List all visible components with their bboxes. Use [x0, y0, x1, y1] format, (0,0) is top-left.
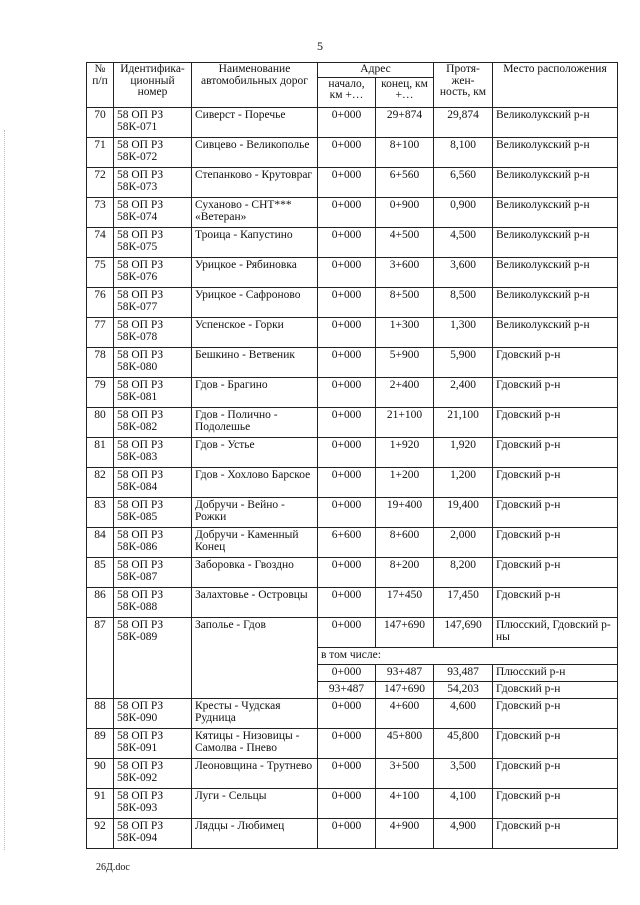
row-number: 78 — [87, 347, 114, 377]
road-location: Великолукский р-н — [493, 197, 618, 227]
address-start: 0+000 — [318, 197, 376, 227]
road-id: 58 ОП РЗ 58К-086 — [114, 527, 192, 557]
address-end: 3+600 — [376, 257, 434, 287]
row-number: 73 — [87, 197, 114, 227]
header-ident: Идентифика-ционный номер — [114, 63, 192, 108]
road-id: 58 ОП РЗ 58К-087 — [114, 557, 192, 587]
road-id: 58 ОП РЗ 58К-072 — [114, 137, 192, 167]
road-length: 2,000 — [434, 527, 493, 557]
table-row — [87, 287, 618, 317]
address-end: 3+500 — [376, 758, 434, 788]
road-name: Гдов - Хохлово Барское — [192, 467, 318, 497]
address-start: 0+000 — [318, 617, 376, 647]
road-length: 2,400 — [434, 377, 493, 407]
road-location: Гдовский р-н — [493, 758, 618, 788]
road-id: 58 ОП РЗ 58К-092 — [114, 758, 192, 788]
address-end: 1+200 — [376, 467, 434, 497]
address-end: 5+900 — [376, 347, 434, 377]
address-start: 0+000 — [318, 467, 376, 497]
address-start: 0+000 — [318, 167, 376, 197]
roads-table — [86, 62, 618, 849]
table-row — [87, 788, 618, 818]
road-id: 58 ОП РЗ 58К-074 — [114, 197, 192, 227]
address-end: 45+800 — [376, 728, 434, 758]
road-id: 58 ОП РЗ 58К-076 — [114, 257, 192, 287]
address-end: 21+100 — [376, 407, 434, 437]
road-location: Гдовский р-н — [493, 728, 618, 758]
table-row — [87, 758, 618, 788]
header-end: конец, км +… — [376, 77, 434, 107]
header-start: начало, км +… — [318, 77, 376, 107]
table-row — [87, 437, 618, 467]
address-start: 0+000 — [318, 497, 376, 527]
row-number: 90 — [87, 758, 114, 788]
road-location: Великолукский р-н — [493, 257, 618, 287]
road-length: 4,500 — [434, 227, 493, 257]
road-location: Плюсский р-н — [493, 664, 618, 681]
table-row — [87, 317, 618, 347]
address-start: 0+000 — [318, 377, 376, 407]
subsection-label: в том числе: — [318, 647, 618, 664]
address-start: 0+000 — [318, 317, 376, 347]
table-row — [87, 497, 618, 527]
road-length: 1,300 — [434, 317, 493, 347]
road-name: Гдов - Брагино — [192, 377, 318, 407]
address-start: 0+000 — [318, 698, 376, 728]
road-id: 58 ОП РЗ 58К-093 — [114, 788, 192, 818]
road-location: Гдовский р-н — [493, 467, 618, 497]
header-name: Наименование автомобильных дорог — [192, 63, 318, 108]
address-start: 0+000 — [318, 788, 376, 818]
road-name: Урицкое - Сафроново — [192, 287, 318, 317]
road-id: 58 ОП РЗ 58К-077 — [114, 287, 192, 317]
address-end: 8+200 — [376, 557, 434, 587]
road-length: 147,690 — [434, 617, 493, 647]
road-location: Великолукский р-н — [493, 227, 618, 257]
address-start: 0+000 — [318, 257, 376, 287]
road-location: Великолукский р-н — [493, 107, 618, 137]
road-name: Суханово - СНТ*** «Ветеран» — [192, 197, 318, 227]
address-start: 0+000 — [318, 137, 376, 167]
road-length: 3,500 — [434, 758, 493, 788]
address-end: 1+300 — [376, 317, 434, 347]
row-number: 83 — [87, 497, 114, 527]
address-end: 2+400 — [376, 377, 434, 407]
row-number: 74 — [87, 227, 114, 257]
row-number: 70 — [87, 107, 114, 137]
road-name: Лядцы - Любимец — [192, 818, 318, 848]
road-length: 45,800 — [434, 728, 493, 758]
road-name: Кресты - Чудская Рудница — [192, 698, 318, 728]
road-location: Великолукский р-н — [493, 287, 618, 317]
table-row — [87, 818, 618, 848]
row-number: 92 — [87, 818, 114, 848]
address-end: 17+450 — [376, 587, 434, 617]
table-row — [87, 407, 618, 437]
row-number: 71 — [87, 137, 114, 167]
scan-margin-line — [4, 130, 5, 850]
address-start: 0+000 — [318, 347, 376, 377]
address-end: 93+487 — [376, 664, 434, 681]
road-id: 58 ОП РЗ 58К-071 — [114, 107, 192, 137]
road-length: 3,600 — [434, 257, 493, 287]
row-number: 81 — [87, 437, 114, 467]
address-end: 8+600 — [376, 527, 434, 557]
road-id: 58 ОП РЗ 58К-088 — [114, 587, 192, 617]
row-number: 86 — [87, 587, 114, 617]
road-length: 29,874 — [434, 107, 493, 137]
road-name: Урицкое - Рябиновка — [192, 257, 318, 287]
row-number: 79 — [87, 377, 114, 407]
road-id: 58 ОП РЗ 58К-094 — [114, 818, 192, 848]
road-location: Плюсский, Гдовский р-ны — [493, 617, 618, 647]
road-length: 5,900 — [434, 347, 493, 377]
road-length: 21,100 — [434, 407, 493, 437]
road-location: Гдовский р-н — [493, 698, 618, 728]
row-number: 85 — [87, 557, 114, 587]
address-end: 6+560 — [376, 167, 434, 197]
address-start: 0+000 — [318, 664, 376, 681]
row-number: 84 — [87, 527, 114, 557]
road-location: Гдовский р-н — [493, 377, 618, 407]
road-location: Гдовский р-н — [493, 407, 618, 437]
road-location: Гдовский р-н — [493, 437, 618, 467]
address-end: 4+100 — [376, 788, 434, 818]
road-id: 58 ОП РЗ 58К-078 — [114, 317, 192, 347]
road-location: Гдовский р-н — [493, 681, 618, 698]
road-name: Заборовка - Гвоздно — [192, 557, 318, 587]
road-name: Леоновщина - Трутнево — [192, 758, 318, 788]
road-id: 58 ОП РЗ 58К-089 — [114, 617, 192, 698]
address-start: 0+000 — [318, 107, 376, 137]
road-name: Сивцево - Великополье — [192, 137, 318, 167]
road-length: 4,900 — [434, 818, 493, 848]
road-id: 58 ОП РЗ 58К-090 — [114, 698, 192, 728]
road-length: 8,100 — [434, 137, 493, 167]
table-row — [87, 137, 618, 167]
road-location: Гдовский р-н — [493, 497, 618, 527]
road-location: Гдовский р-н — [493, 788, 618, 818]
address-start: 0+000 — [318, 758, 376, 788]
table-row — [87, 197, 618, 227]
road-id: 58 ОП РЗ 58К-081 — [114, 377, 192, 407]
address-start: 93+487 — [318, 681, 376, 698]
road-name: Кятицы - Низовицы - Самолва - Пнево — [192, 728, 318, 758]
row-number: 88 — [87, 698, 114, 728]
road-id: 58 ОП РЗ 58К-083 — [114, 437, 192, 467]
road-id: 58 ОП РЗ 58К-084 — [114, 467, 192, 497]
road-id: 58 ОП РЗ 58К-073 — [114, 167, 192, 197]
road-location: Гдовский р-н — [493, 527, 618, 557]
row-number: 76 — [87, 287, 114, 317]
footer-filename: 26Д.doc — [96, 862, 130, 873]
road-location: Великолукский р-н — [493, 317, 618, 347]
row-number: 82 — [87, 467, 114, 497]
address-start: 0+000 — [318, 437, 376, 467]
road-name: Гдов - Полично - Подолешье — [192, 407, 318, 437]
table-row — [87, 617, 618, 647]
road-location: Гдовский р-н — [493, 347, 618, 377]
table-row — [87, 167, 618, 197]
table-row — [87, 527, 618, 557]
road-length: 8,200 — [434, 557, 493, 587]
road-name: Бешкино - Ветвеник — [192, 347, 318, 377]
address-start: 0+000 — [318, 227, 376, 257]
road-length: 6,560 — [434, 167, 493, 197]
row-number: 80 — [87, 407, 114, 437]
road-id: 58 ОП РЗ 58К-075 — [114, 227, 192, 257]
address-end: 8+100 — [376, 137, 434, 167]
road-name: Степанково - Крутовраг — [192, 167, 318, 197]
road-id: 58 ОП РЗ 58К-085 — [114, 497, 192, 527]
address-end: 147+690 — [376, 617, 434, 647]
address-end: 19+400 — [376, 497, 434, 527]
road-length: 93,487 — [434, 664, 493, 681]
row-number: 72 — [87, 167, 114, 197]
address-end: 147+690 — [376, 681, 434, 698]
road-location: Гдовский р-н — [493, 818, 618, 848]
address-start: 0+000 — [318, 557, 376, 587]
address-start: 0+000 — [318, 287, 376, 317]
road-name: Луги - Сельцы — [192, 788, 318, 818]
address-end: 4+900 — [376, 818, 434, 848]
road-length: 17,450 — [434, 587, 493, 617]
road-id: 58 ОП РЗ 58К-080 — [114, 347, 192, 377]
road-location: Великолукский р-н — [493, 167, 618, 197]
road-length: 1,920 — [434, 437, 493, 467]
table-row — [87, 698, 618, 728]
table-row — [87, 257, 618, 287]
header-location: Место расположения — [493, 63, 618, 108]
road-id: 58 ОП РЗ 58К-082 — [114, 407, 192, 437]
road-name: Добручи - Вейно - Рожки — [192, 497, 318, 527]
page-number: 5 — [317, 39, 323, 53]
address-start: 0+000 — [318, 818, 376, 848]
road-length: 1,200 — [434, 467, 493, 497]
table-row — [87, 107, 618, 137]
table-row — [87, 557, 618, 587]
road-length: 0,900 — [434, 197, 493, 227]
road-name: Сиверст - Поречье — [192, 107, 318, 137]
table-row — [87, 347, 618, 377]
road-location: Гдовский р-н — [493, 557, 618, 587]
road-length: 19,400 — [434, 497, 493, 527]
road-name: Залахтовье - Островцы — [192, 587, 318, 617]
address-end: 29+874 — [376, 107, 434, 137]
table-row — [87, 377, 618, 407]
address-end: 1+920 — [376, 437, 434, 467]
road-name: Успенское - Горки — [192, 317, 318, 347]
road-location: Гдовский р-н — [493, 587, 618, 617]
road-id: 58 ОП РЗ 58К-091 — [114, 728, 192, 758]
header-length: Протя-жен-ность, км — [434, 63, 493, 108]
road-length: 4,600 — [434, 698, 493, 728]
address-start: 0+000 — [318, 587, 376, 617]
address-start: 6+600 — [318, 527, 376, 557]
table-row — [87, 227, 618, 257]
header-address: Адрес — [318, 63, 434, 78]
row-number: 87 — [87, 617, 114, 698]
row-number: 77 — [87, 317, 114, 347]
row-number: 75 — [87, 257, 114, 287]
road-length: 54,203 — [434, 681, 493, 698]
road-location: Великолукский р-н — [493, 137, 618, 167]
table-row — [87, 467, 618, 497]
address-end: 8+500 — [376, 287, 434, 317]
address-end: 4+600 — [376, 698, 434, 728]
address-end: 0+900 — [376, 197, 434, 227]
table-row — [87, 587, 618, 617]
row-number: 91 — [87, 788, 114, 818]
road-name: Гдов - Устье — [192, 437, 318, 467]
table-row — [87, 728, 618, 758]
road-length: 4,100 — [434, 788, 493, 818]
road-name: Троица - Капустино — [192, 227, 318, 257]
row-number: 89 — [87, 728, 114, 758]
address-start: 0+000 — [318, 728, 376, 758]
address-start: 0+000 — [318, 407, 376, 437]
road-name: Добручи - Каменный Конец — [192, 527, 318, 557]
header-num: № п/п — [87, 63, 114, 108]
address-end: 4+500 — [376, 227, 434, 257]
road-length: 8,500 — [434, 287, 493, 317]
road-name: Заполье - Гдов — [192, 617, 318, 698]
